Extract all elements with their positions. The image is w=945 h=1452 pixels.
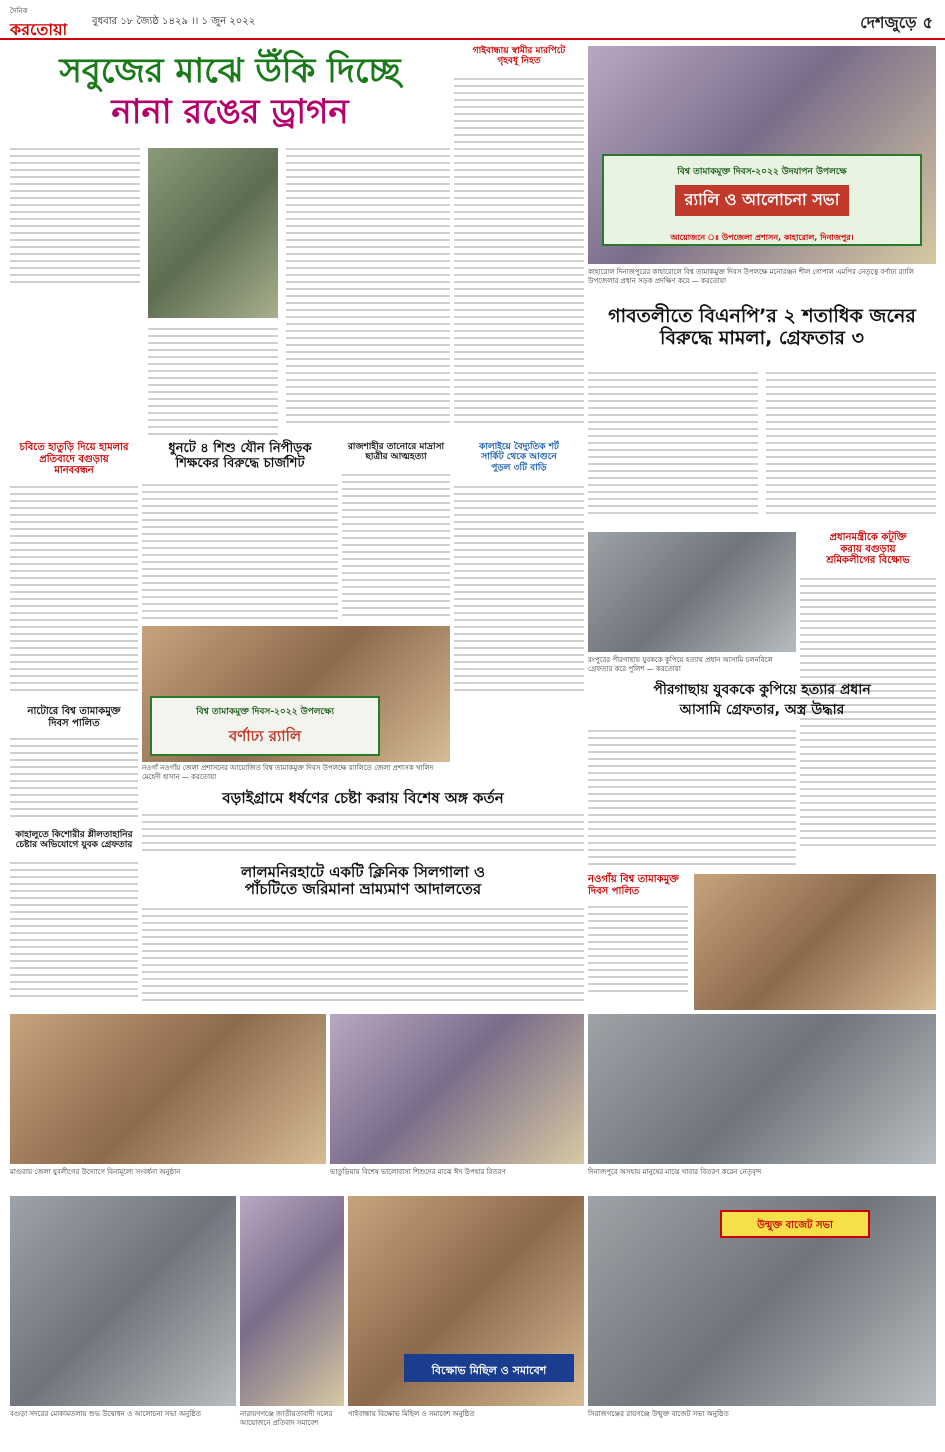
- section-title: [860, 10, 933, 37]
- rajshahi-headline-1: রাজশাহীর তানোরে মাদ্রাসা: [347, 442, 445, 452]
- pirganj-credit: করতোয়া: [655, 665, 681, 674]
- naogaon-rally-caption-text: নওগাঁ নওগাঁয় জেলা প্রশাসনের আয়োজিত বিশ্ব তামাকমুক্ত দিবস উপলক্ষে র‍্যালিতে জেলা প্রশাসক খালিদ মেহেদী হাসান: [142, 764, 434, 782]
- kahaloo-headline-2: চেষ্টার অভিযোগে যুবক গ্রেফতার: [15, 840, 133, 851]
- bottom-caption-4: বগুড়া সদরের মোকামতলায় শুভ উদ্বোধন ও আলোচনা সভা অনুষ্ঠিত: [10, 1410, 202, 1418]
- bottom-photo-4: [10, 1196, 236, 1406]
- naogaon-rally-banner-main: বর্ণাঢ্য র‍্যালি: [228, 727, 302, 745]
- gaibandha-headline-2: গৃহবধূ নিহত: [497, 56, 541, 67]
- bottom-caption-6: গাইবান্ধায় বিক্ষোভ মিছিল ও সমাবেশ অনুষ্ঠিত: [348, 1410, 475, 1418]
- masthead: [0, 0, 945, 40]
- chabi-headline-1: চবিতে হাতুড়ি দিয়ে হামলার: [19, 442, 129, 453]
- lead-headline-1: সবুজের মাঝে উঁকি দিচ্ছে: [59, 51, 401, 91]
- natore-article: [10, 706, 138, 826]
- natore-headline-2: দিবস পালিত: [48, 717, 100, 729]
- bottom-budget-banner: [720, 1210, 870, 1238]
- bottom-caption-3: দিনাজপুরে অসহায় মানুষের মাঝে খাবার বিতরণ করেন নেতৃবৃন্দ: [588, 1168, 762, 1176]
- rajshahi-article: [342, 442, 450, 622]
- chabi-article: [10, 442, 138, 702]
- kaharol-banner-title: বিশ্ব তামাকমুক্ত দিবস-২০২২ উদযাপন উপলক্ষে: [677, 167, 847, 177]
- kaharol-caption: কাহারোল দিনাজপুরের কাহারোলে বিশ্ব তামাকমুক্ত দিবস উপলক্ষে মনোরঞ্জন শীল গোপাল এমপির নেতৃত্বে বর্ণাঢ্য র‍্যালি উপজেলার প্রধান সড়ক প্রদক্ষিণ করে — করতোয়া: [588, 268, 914, 286]
- kalai-headline-1: কালাইয়ে বৈদ্যুতিক শর্ট: [479, 442, 559, 452]
- kaharol-photo-article: [588, 46, 936, 302]
- kaharol-banner-main: র‍্যালি ও আলোচনা সভা: [675, 185, 850, 216]
- pirganj-caption-text: রংপুরের পীরগাছায় যুবককে কুপিয়ে হত্যায় প্রধান আসামি চলনবিলে গ্রেফতার করে পুলিশ: [588, 656, 773, 674]
- newspaper-logo: [10, 5, 80, 39]
- section-name: দেশজুড়ে: [860, 13, 917, 32]
- dhunat-headline-1: ধুনটে ৪ শিশু যৌন নিপীড়ক: [168, 441, 312, 456]
- logo-small-text: দৈনিক: [10, 7, 28, 15]
- kaharol-banner: [602, 154, 922, 246]
- naogaon-day-article: [588, 874, 936, 1010]
- bottom-photo-1: [10, 1014, 326, 1164]
- bottom-caption-1: মাগুরায় জেলা যুবলীগের উদ্যোগে বিনামূল্যে সংবর্ধনা অনুষ্ঠান: [10, 1168, 181, 1176]
- gaibandha-article: [454, 46, 584, 438]
- naogaon-day-headline-2: দিবস পালিত: [588, 885, 640, 897]
- bottom-budget-banner-text: উন্মুক্ত বাজেট সভা: [757, 1220, 833, 1231]
- lead-article: [10, 46, 450, 438]
- pm-protest-headline-1: প্রধানমন্ত্রীকে কটূক্তি: [829, 532, 907, 543]
- naogaon-rally-banner-title: বিশ্ব তামাকমুক্ত দিবস-২০২২ উপলক্ষ্যে: [196, 707, 334, 717]
- lead-body-col-3: [286, 148, 450, 428]
- lead-body-col-1: [10, 148, 140, 288]
- gabtali-headline-1: গাবতলীতে বিএনপি’র ২ শতাধিক জনের: [608, 305, 916, 327]
- logo-big-text: করতোয়া: [10, 20, 68, 39]
- bottom-caption-5: নারায়ণগঞ্জে জাতীয়তাবাদী দলের আয়োজনে প্রতিবাদ সমাবেশ: [240, 1410, 333, 1428]
- kaharol-caption-text: কাহারোল দিনাজপুরের কাহারোলে বিশ্ব তামাকমুক্ত দিবস উপলক্ষে মনোরঞ্জন শীল গোপাল এমপির নেতৃত্বে বর্ণাঢ্য র‍্যালি উপজেলার প্রধান সড়ক প্রদক্ষিণ করে: [588, 268, 914, 286]
- bottom-caption-2: ভাতুড়িয়ায় বিশেষ ভালোবাসা শিশুদের মাঝে ঈদ উপহার বিতরণ: [330, 1168, 506, 1176]
- dhunat-article: [142, 442, 338, 622]
- pirganj-headline-1: পীরগাছায় যুবককে কুপিয়ে হত্যার প্রধান: [653, 682, 871, 698]
- gaibandha-headline-1: গাইবান্ধায় স্বামীর মারপিটে: [472, 46, 566, 56]
- rajshahi-headline-2: ছাত্রীর আত্মহত্যা: [365, 452, 427, 463]
- pirganj-photo: [588, 532, 796, 652]
- chabi-headline-3: মানববন্ধন: [54, 465, 94, 476]
- bottom-photo-2: [330, 1014, 584, 1164]
- lalmonirhat-headline-1: লালমনিরহাটে একটি ক্লিনিক সিলগালা ও: [240, 863, 486, 881]
- pm-protest-headline-3: শ্রমিকলীগের বিক্ষোভ: [826, 555, 910, 566]
- kahaloo-article: [10, 830, 138, 1010]
- page-number: ৫: [922, 13, 933, 32]
- kalai-article: [454, 442, 584, 702]
- bottom-rally-banner-text: বিক্ষোভ মিছিল ও সমাবেশ: [431, 1364, 547, 1377]
- naogaon-day-headline-1: নওগাঁয় বিশ্ব তামাকমুক্ত: [588, 874, 679, 885]
- naogaon-rally-credit: করতোয়া: [191, 773, 217, 782]
- baraigram-headline: বড়াইগ্রামে ধর্ষণের চেষ্টা করায় বিশেষ অঙ্গ কর্তন: [222, 789, 504, 807]
- pirganj-caption: রংপুরের পীরগাছায় যুবককে কুপিয়ে হত্যায় প্রধান আসামি চলনবিলে গ্রেফতার করে পুলিশ — করতোয়া: [588, 656, 773, 674]
- lead-headline-2: নানা রঙের ড্রাগন: [111, 92, 349, 133]
- pirganj-headline-2: আসামি গ্রেফতার, অস্ত্র উদ্ধার: [679, 702, 845, 718]
- lead-body-col-2: [148, 328, 278, 440]
- bottom-photo-3: [588, 1014, 936, 1164]
- naogaon-rally-article: [142, 626, 450, 786]
- gabtali-headline-2: বিরুদ্ধে মামলা, গ্রেফতার ৩: [660, 326, 864, 349]
- baraigram-article: [142, 790, 584, 860]
- kaharol-banner-footer: আয়োজনে ঃ উপজেলা প্রশাসন, কাহারোল, দিনাজপুর।: [670, 233, 854, 242]
- kalai-headline-3: পুড়ল ৩টি বাড়ি: [491, 462, 547, 473]
- naogaon-day-photo: [694, 874, 936, 1010]
- issue-date: বুধবার ১৮ জ্যৈষ্ঠ ১৪২৯ ।। ১ জুন ২০২২: [92, 16, 256, 27]
- lalmonirhat-headline-2: পাঁচটিতে জরিমানা ভ্রাম্যমাণ আদালতের: [244, 880, 482, 899]
- gabtali-article: [588, 306, 936, 528]
- bottom-caption-7: সিরাজগঞ্জের রায়গঞ্জে উন্মুক্ত বাজেট সভা অনুষ্ঠিত: [588, 1410, 729, 1418]
- bottom-photo-5: [240, 1196, 344, 1406]
- pm-protest-headline-2: করায় বগুড়ায়: [840, 543, 896, 555]
- naogaon-rally-caption: নওগাঁ নওগাঁয় জেলা প্রশাসনের আয়োজিত বিশ্ব তামাকমুক্ত দিবস উপলক্ষে র‍্যালিতে জেলা প্রশাসক খালিদ মেহেদী হাসান — করতোয়া: [142, 764, 434, 782]
- lalmonirhat-article: [142, 864, 584, 1010]
- kahaloo-headline-1: কাহালুতে কিশোরীর শ্লীলতাহানির: [15, 830, 133, 840]
- natore-headline-1: নাটোরে বিশ্ব তামাকমুক্ত: [27, 706, 121, 717]
- kalai-headline-2: সার্কিট থেকে আগুনে: [481, 452, 557, 463]
- pm-protest-article: [800, 532, 936, 870]
- naogaon-rally-banner: [150, 696, 380, 756]
- dhunat-headline-2: শিক্ষকের বিরুদ্ধে চার্জশিট: [175, 455, 305, 471]
- dragon-fruit-photo: [148, 148, 278, 318]
- bottom-rally-banner: [404, 1354, 574, 1382]
- chabi-headline-2: প্রতিবাদে বগুড়ায়: [39, 453, 109, 465]
- kaharol-credit: করতোয়া: [700, 277, 726, 286]
